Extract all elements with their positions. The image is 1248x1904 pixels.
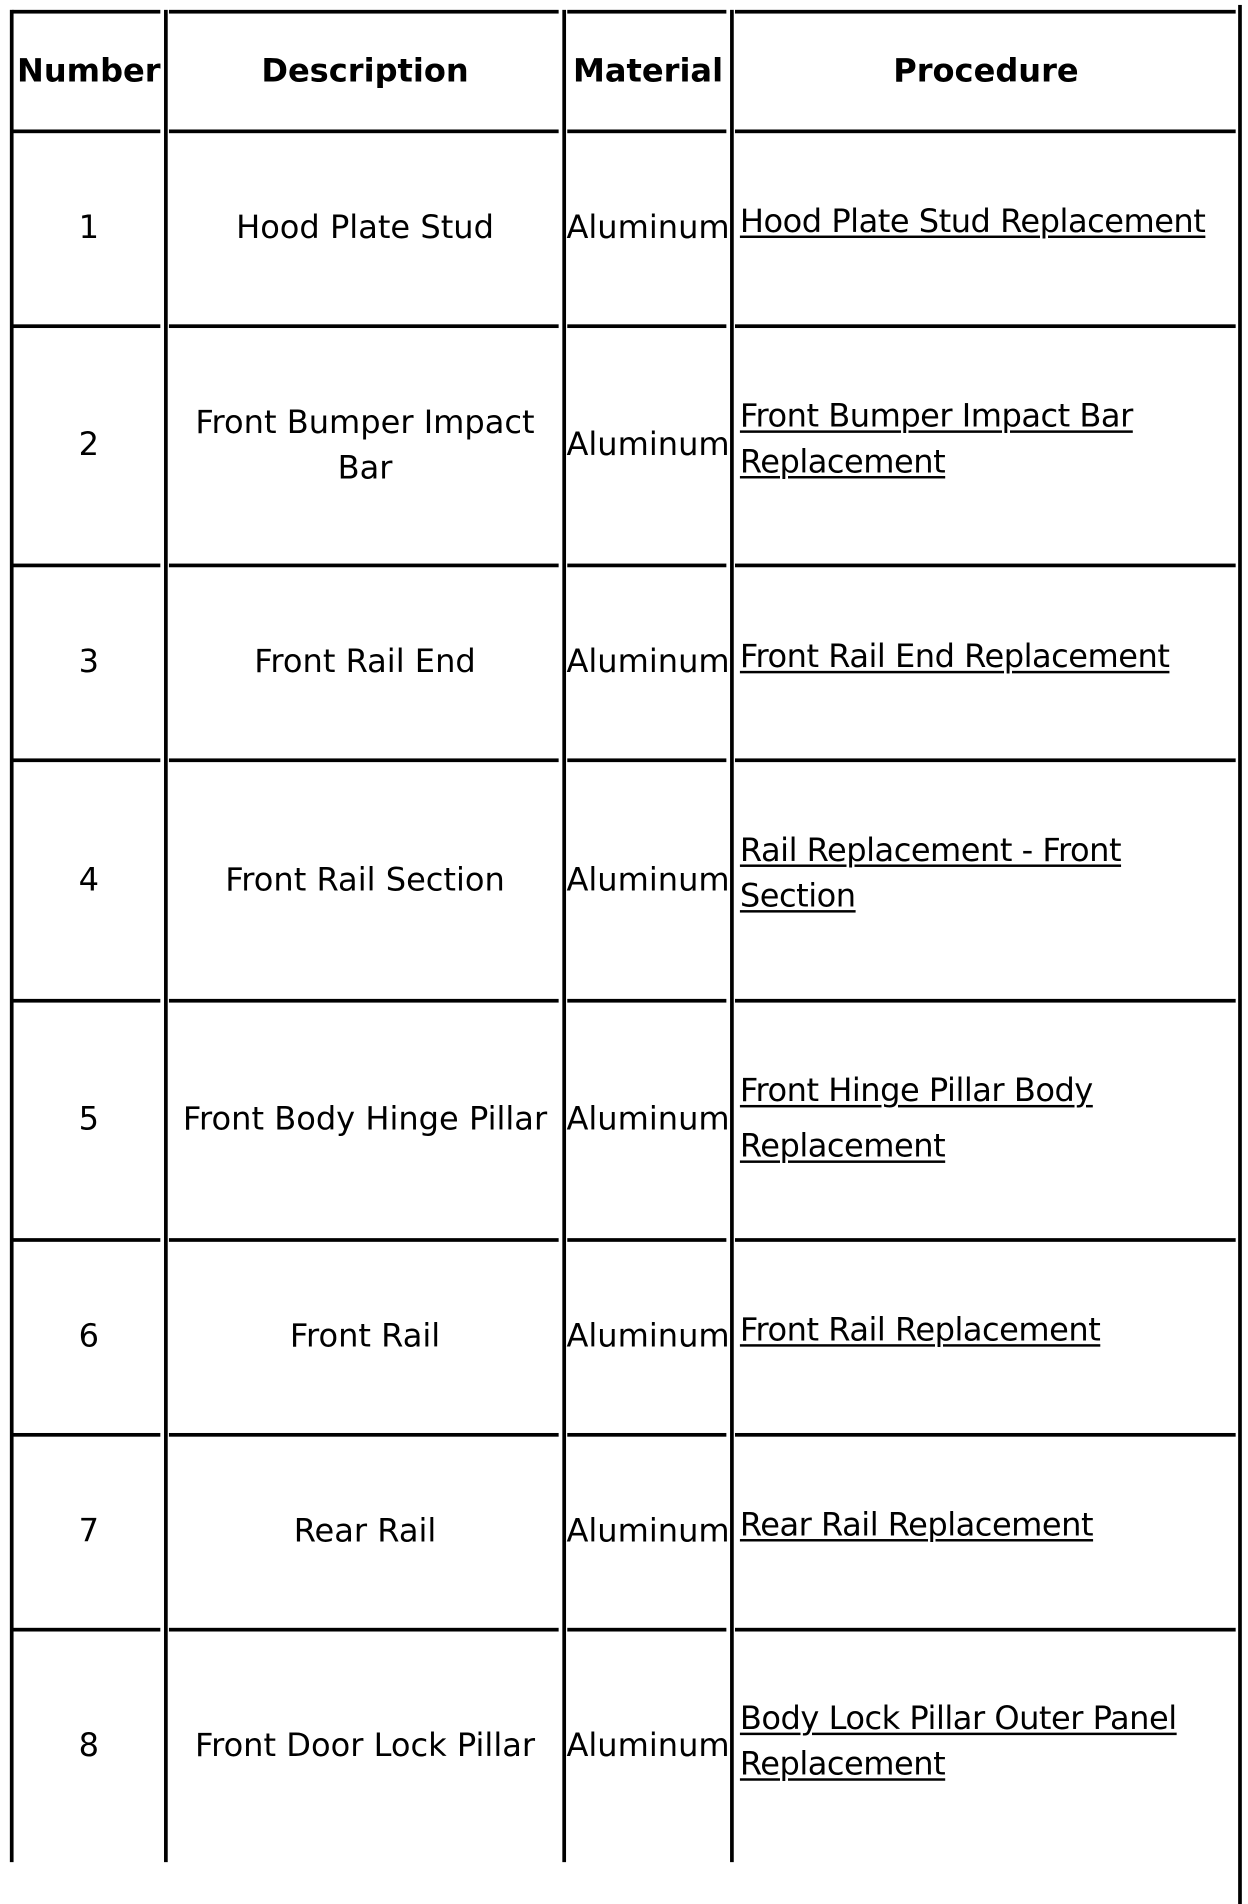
cell-material: Aluminum (566, 426, 730, 464)
header-description: Description (261, 52, 469, 90)
procedure-cell (734, 1503, 1238, 1577)
cell-material: Aluminum (566, 1318, 730, 1356)
cell-description: Front Rail End (254, 643, 476, 681)
cell-number: 5 (78, 1101, 99, 1139)
cell-material: Aluminum (566, 1101, 730, 1139)
cell-description: Front Rail Section (225, 861, 505, 899)
cell-description: Front Door Lock Pillar (194, 1727, 536, 1765)
procedure-link[interactable]: Front Rail Replacement (739, 1312, 1101, 1350)
procedure-link[interactable]: Hood Plate Stud Replacement (739, 203, 1206, 241)
procedure-link[interactable]: Front Rail End Replacement (739, 638, 1170, 676)
cell-number: 3 (78, 643, 99, 681)
procedure-link[interactable]: Rail Replacement - Front Section (739, 832, 1122, 916)
procedure-link[interactable]: Front Bumper Impact Bar Replacement (739, 398, 1133, 481)
grid-line (735, 324, 1236, 328)
cell-material: Aluminum (566, 209, 730, 247)
cell-description: Front Bumper Impact Bar (195, 403, 535, 487)
cell-number: 1 (78, 209, 99, 247)
cell-material: Aluminum (566, 643, 730, 681)
grid-line (735, 1238, 1236, 1242)
cell-number: 2 (78, 426, 99, 464)
cell-material: Aluminum (566, 861, 730, 899)
header-material: Material (573, 52, 724, 90)
cell-number: 6 (78, 1318, 99, 1356)
procedure-cell (734, 395, 1141, 494)
procedure-link[interactable]: Rear Rail Replacement (739, 1506, 1094, 1544)
cell-number: 8 (78, 1727, 99, 1765)
header-number: Number (16, 52, 161, 90)
procedure-link[interactable]: Front Hinge Pillar Body Replacement (739, 1072, 1093, 1166)
grid-line (735, 999, 1236, 1003)
grid-line (1238, 5, 1242, 1904)
procedure-cell (734, 1697, 1190, 1796)
procedure-cell (734, 1064, 1116, 1175)
procedure-cell (734, 1308, 1238, 1382)
cell-number: 7 (78, 1513, 99, 1551)
grid-line (735, 1433, 1236, 1437)
procedure-cell (734, 829, 1141, 928)
grid-line (735, 758, 1236, 762)
cell-description: Front Body Hinge Pillar (182, 1101, 548, 1139)
cell-description: Hood Plate Stud (236, 209, 494, 247)
cell-description: Rear Rail (293, 1513, 437, 1551)
procedure-cell (734, 200, 1238, 274)
procedure-cell (734, 635, 1238, 709)
procedure-link[interactable]: Body Lock Pillar Outer Panel Replacement (739, 1700, 1177, 1784)
cell-number: 4 (78, 861, 99, 899)
cell-material: Aluminum (566, 1727, 730, 1765)
grid-line (735, 1628, 1236, 1632)
cell-material: Aluminum (566, 1513, 730, 1551)
grid-line (735, 129, 1236, 133)
grid-line (735, 564, 1236, 568)
grid-line (730, 10, 734, 1862)
header-procedure: Procedure (893, 52, 1079, 90)
cell-description: Front Rail (289, 1318, 441, 1356)
